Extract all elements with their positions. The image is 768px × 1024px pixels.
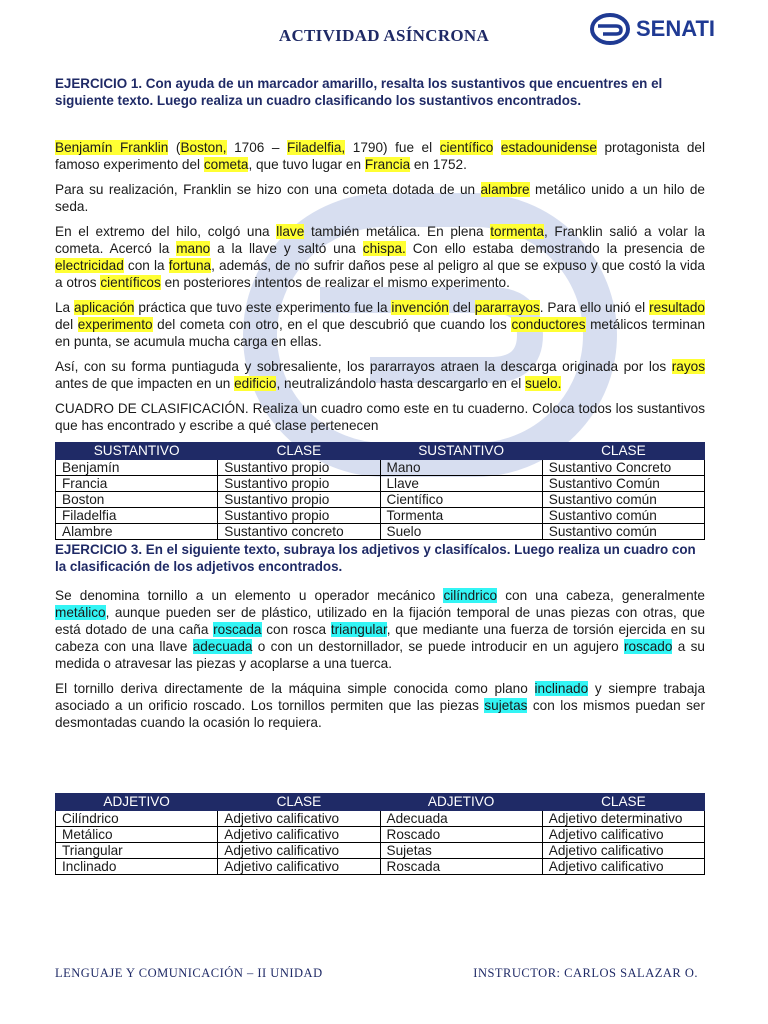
highlighted-noun: conductores [511,317,586,332]
paragraph [55,299,705,350]
text-segment: con rosca [261,622,331,637]
text-segment: Para su realización, Franklin se hizo con una cometa dotada de un [55,182,481,197]
table-row [56,843,705,859]
table-row [56,492,705,508]
table-row [56,508,705,524]
adjective-classification-table [55,793,705,875]
table-cell: Alambre [56,524,218,540]
table-cell: Sustantivo propio [218,492,380,508]
text-segment: protagonista del famoso experimento del [55,140,705,172]
table-row [56,827,705,843]
brand-name: SENATI [636,16,716,41]
table-cell: Sustantivo Concreto [542,460,704,476]
table-cell: Adjetivo calificativo [218,811,380,827]
highlighted-adjective: metálico [55,605,106,620]
highlighted-noun: Francia [364,157,411,172]
table-cell: Triangular [56,843,218,859]
table-cell: Inclinado [56,859,218,875]
paragraph [55,139,705,173]
text-segment: metálicos terminan en punta, se acumula mucha carga en ellas. [55,317,705,349]
text-segment [493,140,501,155]
table-cell: Mano [380,460,542,476]
text-segment: , que mediante una fuerza de torsión ejercida en su cabeza con una llave [55,622,705,654]
footer-course: LENGUAJE Y COMUNICACIÓN – II UNIDAD [55,966,323,980]
highlighted-noun: mano [176,241,211,256]
highlighted-adjective: adecuada [192,639,253,654]
text-segment: en posteriores intentos de realizar el mismo experimento. [160,275,510,290]
noun-classification-table [55,442,705,540]
table-cell: Adjetivo calificativo [218,859,380,875]
table-row [56,524,705,540]
text-segment: , además, de no sufrir daños pese al peligro al que se expuso y que costó la vida a otros [55,258,705,290]
highlighted-noun: científicos [100,275,161,290]
highlighted-noun: edificio [234,376,277,391]
highlighted-noun: cometa [203,157,249,172]
table-cell: Adecuada [380,811,542,827]
highlighted-noun: chispa. [362,241,406,256]
text-segment: El tornillo deriva directamente de la máquina simple conocida como plano [55,681,535,696]
highlighted-noun: llave [276,224,305,239]
text-segment: Así, con su forma puntiaguda y sobresaliente, los pararrayos atraen la descarga originada por los [55,359,672,374]
highlighted-noun: Benjamín Franklin [55,140,169,155]
text-segment: o con un destornillador, se puede introducir en un agujero [252,639,625,654]
table-cell: Filadelfia [56,508,218,524]
text-segment: también metálica. En plena [304,224,491,239]
column-header: SUSTANTIVO [56,443,218,460]
table-cell: Adjetivo determinativo [542,811,704,827]
table-cell: Sustantivo propio [218,508,380,524]
text-segment: con la [123,258,169,273]
column-header: CLASE [542,443,704,460]
table-cell: Benjamín [56,460,218,476]
page-title: ACTIVIDAD ASÍNCRONA [278,26,490,45]
highlighted-adjective: triangular [330,622,387,637]
table-cell: Sustantivo propio [218,476,380,492]
table-cell: Científico [380,492,542,508]
highlighted-noun: suelo. [525,376,562,391]
table-cell: Adjetivo calificativo [218,827,380,843]
table-cell: Adjetivo calificativo [542,843,704,859]
exercise-3-title: EJERCICIO 3. En el siguiente texto, subraya los adjetivos y clasifícalos. Luego realiza un cuadro con la clasificación de los adjetivos encontrados. [55,542,696,574]
text-segment: La [55,300,74,315]
table-cell: Suelo [380,524,542,540]
highlighted-noun: aplicación [74,300,135,315]
highlighted-adjective: sujetas [484,698,528,713]
table-cell: Sustantivo Común [542,476,704,492]
senati-logo [590,12,722,46]
table-cell: Sustantivo concreto [218,524,380,540]
text-segment: Con ello estaba demostrando la presencia de [405,241,706,256]
table-cell: Sujetas [380,843,542,859]
highlighted-noun: Filadelfia, [287,140,346,155]
table-row [56,859,705,875]
text-segment: a la llave y saltó una [210,241,363,256]
highlighted-noun: estadounidense [500,140,597,155]
column-header: ADJETIVO [56,794,218,811]
paragraph [55,587,705,672]
table-cell: Boston [56,492,218,508]
highlighted-noun: invención [391,300,449,315]
column-header: CLASE [218,443,380,460]
table-cell: Tormenta [380,508,542,524]
highlighted-noun: electricidad [55,258,124,273]
highlighted-adjective: roscado [624,639,673,654]
highlighted-noun: experimento [77,317,153,332]
highlighted-noun: fortuna [168,258,212,273]
footer-instructor: INSTRUCTOR: CARLOS SALAZAR O. [473,966,698,980]
highlighted-noun: científico [439,140,494,155]
highlighted-noun: pararrayos [474,300,540,315]
text-segment: del cometa con otro, en el que descubrió que cuando los [152,317,512,332]
exercise-1-title: EJERCICIO 1. Con ayuda de un marcador amarillo, resalta los sustantivos que encuentres en el siguiente texto. Luego realiza un cuadro clasificando los sustantivos encontrados. [55,76,663,108]
text-segment: ( [168,140,181,155]
highlighted-noun: rayos [671,359,705,374]
table-cell: Roscada [380,859,542,875]
table-cell: Sustantivo propio [218,460,380,476]
highlighted-noun: tormenta [490,224,544,239]
table-row [56,811,705,827]
text-segment: 1790) fue el [345,140,440,155]
highlighted-adjective: cilíndrico [443,588,498,603]
table-cell: Adjetivo calificativo [542,827,704,843]
table-cell: Llave [380,476,542,492]
table-cell: Sustantivo común [542,524,704,540]
column-header: CLASE [542,794,704,811]
text-segment: con los mismos puedan ser desmontadas cuando la ocasión lo requiera. [55,698,705,730]
text-segment: Se denomina tornillo a un elemento u operador mecánico [55,588,444,603]
text-segment: , que tuvo lugar en [248,157,365,172]
table-cell: Metálico [56,827,218,843]
text-segment: en 1752. [410,157,467,172]
text-segment: metálico unido a un hilo de seda. [55,182,705,214]
paragraph [55,181,705,215]
paragraph [55,358,705,392]
table-cell: Adjetivo calificativo [218,843,380,859]
text-segment: , Franklin salió a volar la cometa. Acercó la [55,224,705,256]
table-cell: Francia [56,476,218,492]
table-cell: Sustantivo común [542,492,704,508]
text-segment: , aunque pueden ser de plástico, utilizado en la fijación temporal de unas piezas con otras, que está dotado de una caña [55,605,705,637]
text-segment: con una cabeza, generalmente [497,588,705,603]
document-body [55,75,705,875]
text-segment: En el extremo del hilo, colgó una [55,224,277,239]
table-cell: Cilíndrico [56,811,218,827]
table-row [56,460,705,476]
text-segment: práctica que tuvo este experimento fue la [134,300,392,315]
highlighted-noun: resultado [649,300,705,315]
paragraph [55,680,705,731]
text-segment: del [55,317,78,332]
table-cell: Sustantivo común [542,508,704,524]
text-segment: a su medida o atravesar las piezas y acoplarse a una tuerca. [55,639,705,671]
senati-logo-icon [590,13,630,45]
text-segment: CUADRO DE CLASIFICACIÓN. Realiza un cuadro como este en tu cuaderno. Coloca todos los sustantivos que has encontrado y escribe a qué clase pertenecen [55,401,705,433]
highlighted-adjective: roscada [213,622,262,637]
exercise-1-text [55,139,705,434]
text-segment: , neutralizándolo hasta descargarlo en el [276,376,526,391]
table-cell: Adjetivo calificativo [542,859,704,875]
paragraph [55,223,705,291]
column-header: SUSTANTIVO [380,443,542,460]
table-row [56,476,705,492]
highlighted-noun: Boston, [180,140,227,155]
highlighted-noun: alambre [480,182,530,197]
text-segment: antes de que impacten en un [55,376,235,391]
column-header: ADJETIVO [380,794,542,811]
highlighted-adjective: inclinado [534,681,589,696]
text-segment: . Para ello unió el [539,300,650,315]
exercise-3-text [55,587,705,731]
text-segment: 1706 – [226,140,288,155]
paragraph [55,400,705,434]
text-segment: del [448,300,475,315]
column-header: CLASE [218,794,380,811]
table-cell: Roscado [380,827,542,843]
text-segment: y siempre trabaja asociado a un orificio roscado. Los tornillos permiten que las piezas [55,681,706,713]
